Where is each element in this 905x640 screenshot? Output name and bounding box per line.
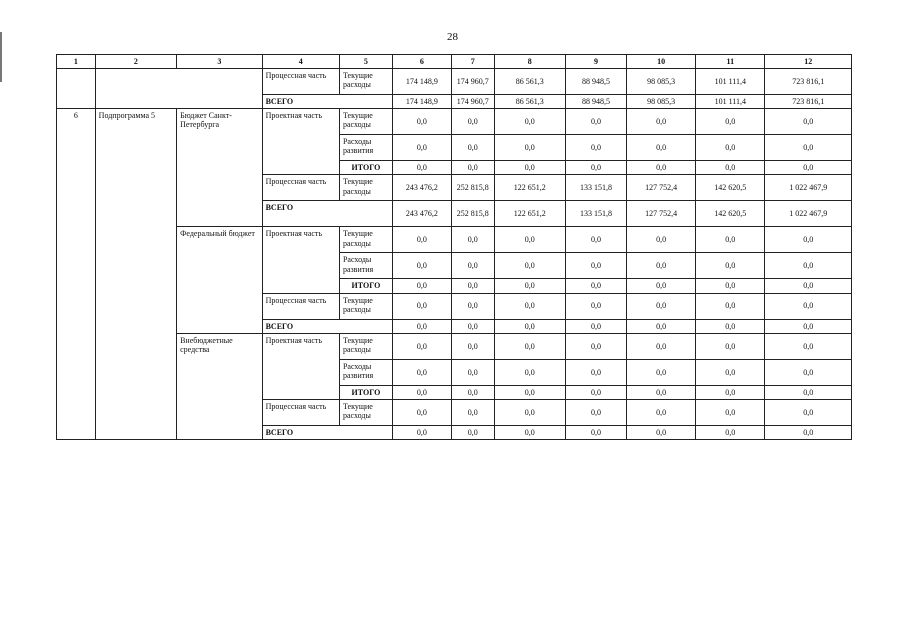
value-cell: 0,0 bbox=[765, 319, 852, 333]
value-cell: 0,0 bbox=[565, 359, 626, 385]
table-row bbox=[57, 227, 852, 253]
value-cell: 0,0 bbox=[451, 279, 494, 293]
value-cell: 0,0 bbox=[765, 425, 852, 439]
value-cell: 0,0 bbox=[392, 135, 451, 161]
value-cell: 0,0 bbox=[696, 279, 765, 293]
value-cell: 0,0 bbox=[451, 293, 494, 319]
total-label: ВСЕГО bbox=[262, 425, 392, 439]
table-row bbox=[57, 109, 852, 135]
value-cell: 243 476,2 bbox=[392, 175, 451, 201]
current-expenses-label: Текущие расходы bbox=[339, 399, 392, 425]
value-cell: 0,0 bbox=[626, 385, 695, 399]
value-cell: 0,0 bbox=[696, 399, 765, 425]
value-cell: 0,0 bbox=[392, 161, 451, 175]
itogo-label: ИТОГО bbox=[339, 385, 392, 399]
value-cell: 88 948,5 bbox=[565, 69, 626, 95]
value-cell: 0,0 bbox=[451, 385, 494, 399]
value-cell: 0,0 bbox=[392, 425, 451, 439]
value-cell: 98 085,3 bbox=[626, 69, 695, 95]
value-cell: 0,0 bbox=[392, 333, 451, 359]
value-cell: 0,0 bbox=[494, 333, 565, 359]
value-cell: 0,0 bbox=[451, 135, 494, 161]
value-cell: 0,0 bbox=[626, 293, 695, 319]
value-cell: 0,0 bbox=[565, 319, 626, 333]
value-cell: 0,0 bbox=[392, 293, 451, 319]
value-cell: 174 148,9 bbox=[392, 69, 451, 95]
value-cell: 0,0 bbox=[494, 135, 565, 161]
value-cell: 0,0 bbox=[696, 319, 765, 333]
value-cell: 0,0 bbox=[565, 293, 626, 319]
col-header: 4 bbox=[262, 55, 339, 69]
value-cell: 0,0 bbox=[392, 319, 451, 333]
value-cell: 0,0 bbox=[565, 385, 626, 399]
value-cell: 142 620,5 bbox=[696, 175, 765, 201]
total-label: ВСЕГО bbox=[262, 201, 392, 227]
current-expenses-label: Текущие расходы bbox=[339, 109, 392, 135]
subprogram-name: Подпрограмма 5 bbox=[95, 109, 176, 440]
value-cell: 101 111,4 bbox=[696, 95, 765, 109]
value-cell: 0,0 bbox=[494, 279, 565, 293]
value-cell: 0,0 bbox=[494, 319, 565, 333]
value-cell: 174 960,7 bbox=[451, 95, 494, 109]
value-cell: 0,0 bbox=[626, 333, 695, 359]
current-expenses-label: Текущие расходы bbox=[339, 175, 392, 201]
value-cell: 0,0 bbox=[451, 319, 494, 333]
value-cell: 0,0 bbox=[451, 359, 494, 385]
value-cell: 174 148,9 bbox=[392, 95, 451, 109]
value-cell: 0,0 bbox=[565, 161, 626, 175]
value-cell: 127 752,4 bbox=[626, 175, 695, 201]
value-cell: 0,0 bbox=[696, 161, 765, 175]
value-cell: 101 111,4 bbox=[696, 69, 765, 95]
value-cell: 0,0 bbox=[696, 333, 765, 359]
value-cell: 723 816,1 bbox=[765, 95, 852, 109]
value-cell: 0,0 bbox=[696, 385, 765, 399]
value-cell: 0,0 bbox=[494, 253, 565, 279]
total-label: ВСЕГО bbox=[262, 319, 392, 333]
process-part-label: Процессная часть bbox=[262, 399, 339, 425]
value-cell: 0,0 bbox=[494, 385, 565, 399]
value-cell: 0,0 bbox=[392, 227, 451, 253]
value-cell: 0,0 bbox=[451, 425, 494, 439]
value-cell: 0,0 bbox=[696, 135, 765, 161]
value-cell: 0,0 bbox=[626, 161, 695, 175]
value-cell: 0,0 bbox=[392, 279, 451, 293]
value-cell: 0,0 bbox=[765, 135, 852, 161]
col-header: 7 bbox=[451, 55, 494, 69]
current-expenses-label: Текущие расходы bbox=[339, 69, 392, 95]
development-expenses-label: Расходы развития bbox=[339, 135, 392, 161]
value-cell: 0,0 bbox=[451, 399, 494, 425]
current-expenses-label: Текущие расходы bbox=[339, 333, 392, 359]
value-cell: 0,0 bbox=[494, 399, 565, 425]
value-cell: 723 816,1 bbox=[765, 69, 852, 95]
value-cell: 88 948,5 bbox=[565, 95, 626, 109]
value-cell: 0,0 bbox=[494, 161, 565, 175]
col-header: 6 bbox=[392, 55, 451, 69]
total-label: ВСЕГО bbox=[262, 95, 392, 109]
project-part-label: Проектная часть bbox=[262, 227, 339, 293]
row-number: 6 bbox=[57, 109, 96, 440]
value-cell: 0,0 bbox=[494, 425, 565, 439]
empty-cell bbox=[57, 69, 96, 109]
value-cell: 0,0 bbox=[451, 253, 494, 279]
value-cell: 0,0 bbox=[765, 399, 852, 425]
value-cell: 0,0 bbox=[494, 109, 565, 135]
value-cell: 0,0 bbox=[451, 109, 494, 135]
value-cell: 0,0 bbox=[765, 253, 852, 279]
value-cell: 0,0 bbox=[392, 109, 451, 135]
value-cell: 0,0 bbox=[765, 109, 852, 135]
value-cell: 122 651,2 bbox=[494, 175, 565, 201]
process-part-label: Процессная часть bbox=[262, 175, 339, 201]
value-cell: 0,0 bbox=[494, 359, 565, 385]
value-cell: 243 476,2 bbox=[392, 201, 451, 227]
value-cell: 1 022 467,9 bbox=[765, 201, 852, 227]
value-cell: 0,0 bbox=[392, 385, 451, 399]
value-cell: 0,0 bbox=[765, 385, 852, 399]
col-header: 2 bbox=[95, 55, 176, 69]
value-cell: 0,0 bbox=[626, 319, 695, 333]
value-cell: 0,0 bbox=[451, 227, 494, 253]
value-cell: 0,0 bbox=[696, 109, 765, 135]
col-header: 1 bbox=[57, 55, 96, 69]
value-cell: 252 815,8 bbox=[451, 201, 494, 227]
value-cell: 0,0 bbox=[626, 253, 695, 279]
itogo-label: ИТОГО bbox=[339, 279, 392, 293]
process-part-label: Процессная часть bbox=[262, 69, 339, 95]
col-header: 9 bbox=[565, 55, 626, 69]
value-cell: 0,0 bbox=[696, 293, 765, 319]
value-cell: 0,0 bbox=[451, 161, 494, 175]
value-cell: 0,0 bbox=[565, 227, 626, 253]
value-cell: 0,0 bbox=[565, 253, 626, 279]
value-cell: 0,0 bbox=[765, 161, 852, 175]
value-cell: 1 022 467,9 bbox=[765, 175, 852, 201]
value-cell: 252 815,8 bbox=[451, 175, 494, 201]
process-part-label: Процессная часть bbox=[262, 293, 339, 319]
value-cell: 0,0 bbox=[696, 227, 765, 253]
value-cell: 0,0 bbox=[392, 253, 451, 279]
col-header: 3 bbox=[177, 55, 263, 69]
value-cell: 133 151,8 bbox=[565, 201, 626, 227]
funding-source: Федеральный бюджет bbox=[177, 227, 263, 333]
col-header: 8 bbox=[494, 55, 565, 69]
column-number-row bbox=[57, 55, 852, 69]
value-cell: 0,0 bbox=[696, 359, 765, 385]
col-header: 10 bbox=[626, 55, 695, 69]
value-cell: 0,0 bbox=[765, 293, 852, 319]
value-cell: 0,0 bbox=[392, 399, 451, 425]
value-cell: 122 651,2 bbox=[494, 201, 565, 227]
value-cell: 86 561,3 bbox=[494, 95, 565, 109]
value-cell: 0,0 bbox=[565, 333, 626, 359]
value-cell: 0,0 bbox=[565, 399, 626, 425]
value-cell: 0,0 bbox=[765, 359, 852, 385]
value-cell: 0,0 bbox=[451, 333, 494, 359]
project-part-label: Проектная часть bbox=[262, 333, 339, 399]
value-cell: 142 620,5 bbox=[696, 201, 765, 227]
value-cell: 0,0 bbox=[565, 425, 626, 439]
value-cell: 0,0 bbox=[765, 227, 852, 253]
value-cell: 0,0 bbox=[696, 253, 765, 279]
value-cell: 0,0 bbox=[494, 227, 565, 253]
value-cell: 174 960,7 bbox=[451, 69, 494, 95]
value-cell: 0,0 bbox=[626, 359, 695, 385]
value-cell: 0,0 bbox=[626, 135, 695, 161]
value-cell: 0,0 bbox=[565, 279, 626, 293]
value-cell: 0,0 bbox=[765, 333, 852, 359]
value-cell: 0,0 bbox=[494, 293, 565, 319]
value-cell: 0,0 bbox=[765, 279, 852, 293]
value-cell: 0,0 bbox=[696, 425, 765, 439]
development-expenses-label: Расходы развития bbox=[339, 359, 392, 385]
funding-table bbox=[56, 54, 852, 440]
empty-cell bbox=[95, 69, 262, 109]
value-cell: 0,0 bbox=[392, 359, 451, 385]
value-cell: 0,0 bbox=[626, 109, 695, 135]
itogo-label: ИТОГО bbox=[339, 161, 392, 175]
table-row bbox=[57, 69, 852, 95]
value-cell: 0,0 bbox=[626, 425, 695, 439]
current-expenses-label: Текущие расходы bbox=[339, 227, 392, 253]
value-cell: 0,0 bbox=[626, 399, 695, 425]
funding-source: Бюджет Санкт-Петербурга bbox=[177, 109, 263, 227]
page-number: 28 bbox=[447, 31, 458, 43]
value-cell: 0,0 bbox=[565, 135, 626, 161]
value-cell: 0,0 bbox=[626, 227, 695, 253]
value-cell: 0,0 bbox=[626, 279, 695, 293]
col-header: 11 bbox=[696, 55, 765, 69]
value-cell: 86 561,3 bbox=[494, 69, 565, 95]
value-cell: 0,0 bbox=[565, 109, 626, 135]
current-expenses-label: Текущие расходы bbox=[339, 293, 392, 319]
project-part-label: Проектная часть bbox=[262, 109, 339, 175]
development-expenses-label: Расходы развития bbox=[339, 253, 392, 279]
table-row bbox=[57, 333, 852, 359]
value-cell: 127 752,4 bbox=[626, 201, 695, 227]
funding-source: Внебюджетные средства bbox=[177, 333, 263, 439]
col-header: 12 bbox=[765, 55, 852, 69]
value-cell: 133 151,8 bbox=[565, 175, 626, 201]
value-cell: 98 085,3 bbox=[626, 95, 695, 109]
col-header: 5 bbox=[339, 55, 392, 69]
